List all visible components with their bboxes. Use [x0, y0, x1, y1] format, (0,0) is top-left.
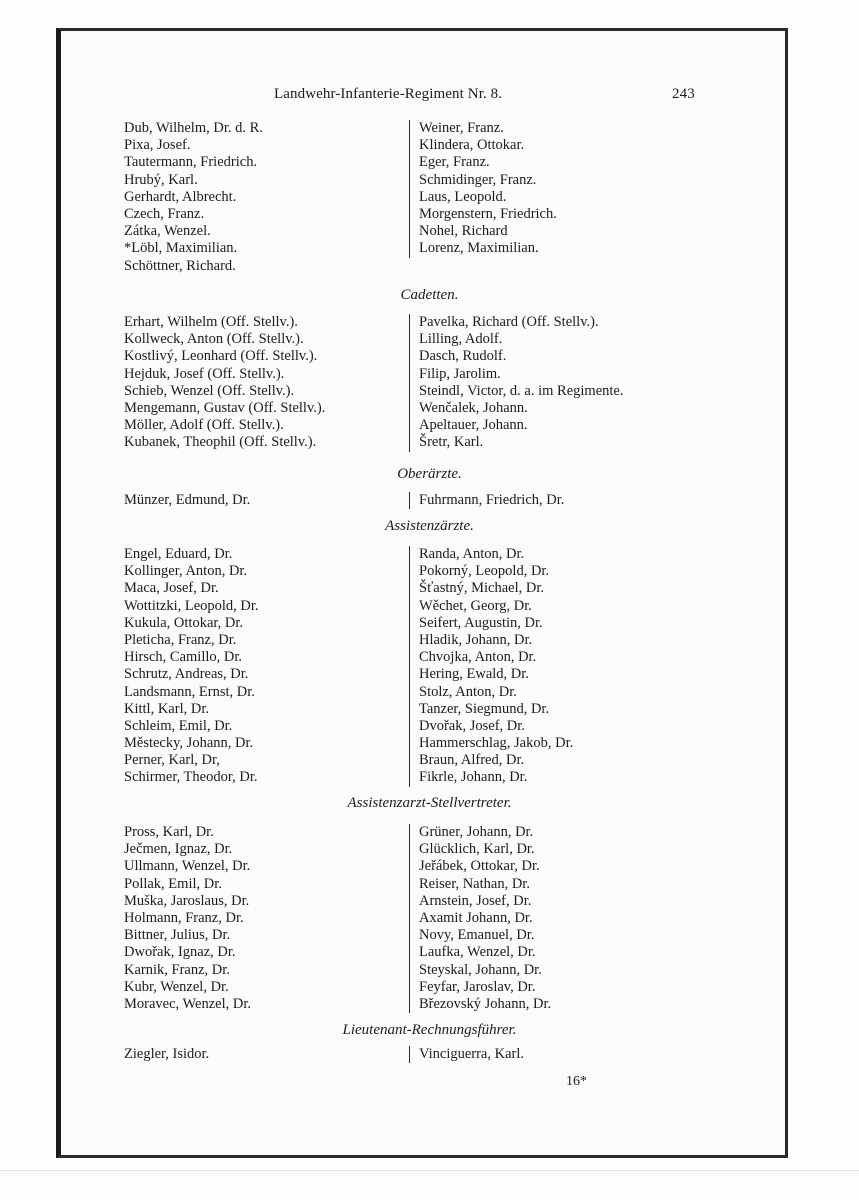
roster-entry: Ziegler, Isidor.: [124, 1046, 210, 1062]
roster-entry: Mengemann, Gustav (Off. Stellv.).: [124, 399, 326, 416]
roster-entry: Hladik, Johann, Dr.: [419, 631, 533, 648]
roster-entry: Karnik, Franz, Dr.: [124, 961, 230, 978]
roster-entry: Morgenstern, Friedrich.: [419, 205, 557, 222]
roster-entry: Hrubý, Karl.: [124, 171, 198, 188]
roster-entry: Pokorný, Leopold, Dr.: [419, 563, 550, 580]
running-head: Landwehr-Infanterie-Regiment Nr. 8.: [274, 86, 503, 102]
right-column: [409, 1046, 524, 1063]
roster-entry: Šretr, Karl.: [419, 434, 484, 451]
roster-entry: Pleticha, Franz, Dr.: [124, 631, 237, 648]
roster-entry: Wenčalek, Johann.: [419, 399, 528, 416]
roster-entry: Muška, Jaroslaus, Dr.: [124, 892, 250, 909]
roster-entry: Maca, Josef, Dr.: [124, 580, 219, 597]
roster-entry: Pollak, Emil, Dr.: [124, 875, 222, 892]
roster-entry: Březovský Johann, Dr.: [419, 995, 552, 1012]
roster-entry: Eger, Franz.: [419, 154, 490, 171]
roster-entry: Kukula, Ottokar, Dr.: [124, 614, 244, 631]
right-column: [409, 492, 564, 509]
section-heading: Lieutenant-Rechnungsführer.: [342, 1022, 517, 1038]
roster-entry: Grüner, Johann, Dr.: [419, 824, 534, 840]
roster-entry: Dwořak, Ignaz, Dr.: [124, 944, 236, 961]
roster-entry: Schieb, Wenzel (Off. Stellv.).: [124, 382, 295, 399]
roster-entry: Filip, Jarolim.: [419, 365, 501, 382]
roster-entry: Pross, Karl, Dr.: [124, 824, 214, 840]
roster-entry: Dasch, Rudolf.: [419, 348, 507, 365]
roster-entry: Ječmen, Ignaz, Dr.: [124, 841, 233, 858]
roster-entry: Schrutz, Andreas, Dr.: [124, 666, 249, 683]
roster-entry: Jeřábek, Ottokar, Dr.: [419, 858, 540, 875]
roster-entry: Apeltauer, Johann.: [419, 417, 528, 434]
roster-entry: Nohel, Richard: [419, 223, 508, 240]
roster-entry: Czech, Franz.: [124, 205, 205, 222]
roster-entry: Hirsch, Camillo, Dr.: [124, 649, 243, 666]
roster-entry: Weiner, Franz.: [419, 120, 504, 136]
roster-entry: Reiser, Nathan, Dr.: [419, 875, 530, 892]
roster-entry: Arnstein, Josef, Dr.: [419, 892, 532, 909]
roster-entry: Schmidinger, Franz.: [419, 171, 537, 188]
section-heading: Oberärzte.: [397, 466, 462, 482]
roster-entry: Dub, Wilhelm, Dr. d. R.: [124, 120, 263, 136]
roster-entry: Glücklich, Karl, Dr.: [419, 841, 535, 858]
left-column: [124, 492, 250, 509]
section-heading: Assistenzarzt-Stellvertreter.: [347, 795, 512, 811]
section-heading: Cadetten.: [400, 287, 459, 303]
roster-entry: Zátka, Wenzel.: [124, 223, 211, 240]
roster-entry: Randa, Anton, Dr.: [419, 546, 525, 562]
left-column: [124, 1046, 209, 1063]
roster-entry: Moravec, Wenzel, Dr.: [124, 995, 252, 1012]
scan-edge: [0, 1170, 859, 1171]
left-column: [124, 546, 259, 787]
roster-entry: Gerhardt, Albrecht.: [124, 188, 237, 205]
roster-entry: Seifert, Augustin, Dr.: [419, 614, 543, 631]
roster-entry: Erhart, Wilhelm (Off. Stellv.).: [124, 314, 298, 330]
roster-entry: Schöttner, Richard.: [124, 257, 236, 274]
roster-entry: Novy, Emanuel, Dr.: [419, 927, 535, 944]
roster-entry: Hammerschlag, Jakob, Dr.: [419, 735, 574, 752]
roster-entry: Vinciguerra, Karl.: [419, 1046, 525, 1062]
right-column: [409, 546, 573, 787]
roster-entry: Chvojka, Anton, Dr.: [419, 649, 537, 666]
roster-entry: Tanzer, Siegmund, Dr.: [419, 700, 550, 717]
left-column: [124, 120, 263, 275]
roster-entry: Schirmer, Theodor, Dr.: [124, 769, 258, 786]
roster-entry: Pavelka, Richard (Off. Stellv.).: [419, 314, 599, 330]
roster-entry: Kollweck, Anton (Off. Stellv.).: [124, 331, 304, 348]
roster-entry: Braun, Alfred, Dr.: [419, 752, 525, 769]
roster-entry: Landsmann, Ernst, Dr.: [124, 683, 255, 700]
roster-entry: Hering, Ewald, Dr.: [419, 666, 529, 683]
signature-mark: 16*: [566, 1074, 587, 1089]
roster-entry: Lilling, Adolf.: [419, 331, 503, 348]
roster-entry: Tautermann, Friedrich.: [124, 154, 258, 171]
section-heading: Assistenzärzte.: [385, 518, 474, 534]
roster-entry: Šťastný, Michael, Dr.: [419, 580, 544, 597]
page-number: 243: [672, 86, 695, 102]
roster-entry: Axamit Johann, Dr.: [419, 909, 533, 926]
right-column: [409, 314, 623, 452]
roster-entry: Hejduk, Josef (Off. Stellv.).: [124, 365, 285, 382]
roster-entry: Steindl, Victor, d. a. im Regimente.: [419, 382, 624, 399]
right-column: [409, 120, 557, 258]
roster-entry: Kittl, Karl, Dr.: [124, 700, 209, 717]
roster-entry: Ullmann, Wenzel, Dr.: [124, 858, 251, 875]
roster-entry: Městecky, Johann, Dr.: [124, 735, 254, 752]
roster-entry: Möller, Adolf (Off. Stellv.).: [124, 417, 284, 434]
roster-entry: Dvořak, Josef, Dr.: [419, 717, 525, 734]
roster-entry: Engel, Eduard, Dr.: [124, 546, 233, 562]
roster-entry: Lorenz, Maximilian.: [419, 240, 539, 257]
roster-entry: Wottitzki, Leopold, Dr.: [124, 597, 259, 614]
roster-entry: Steyskal, Johann, Dr.: [419, 961, 542, 978]
roster-entry: Kollinger, Anton, Dr.: [124, 563, 248, 580]
left-column: [124, 824, 251, 1013]
roster-entry: Laus, Leopold.: [419, 188, 507, 205]
right-column: [409, 824, 551, 1013]
roster-entry: Pixa, Josef.: [124, 137, 191, 154]
roster-entry: Münzer, Edmund, Dr.: [124, 492, 251, 508]
roster-entry: Klindera, Ottokar.: [419, 137, 525, 154]
roster-entry: Kubanek, Theophil (Off. Stellv.).: [124, 434, 317, 451]
roster-entry: Bittner, Julius, Dr.: [124, 927, 231, 944]
roster-entry: Wěchet, Georg, Dr.: [419, 597, 532, 614]
roster-entry: Fuhrmann, Friedrich, Dr.: [419, 492, 565, 508]
roster-entry: Schleim, Emil, Dr.: [124, 717, 233, 734]
left-column: [124, 314, 325, 452]
roster-entry: Feyfar, Jaroslav, Dr.: [419, 978, 536, 995]
roster-entry: Laufka, Wenzel, Dr.: [419, 944, 536, 961]
roster-entry: Perner, Karl, Dr,: [124, 752, 220, 769]
roster-entry: Fikrle, Johann, Dr.: [419, 769, 528, 786]
roster-entry: Kostlivý, Leonhard (Off. Stellv.).: [124, 348, 318, 365]
roster-entry: *Löbl, Maximilian.: [124, 240, 238, 257]
roster-entry: Kubr, Wenzel, Dr.: [124, 978, 229, 995]
roster-entry: Stolz, Anton, Dr.: [419, 683, 517, 700]
roster-entry: Holmann, Franz, Dr.: [124, 909, 244, 926]
